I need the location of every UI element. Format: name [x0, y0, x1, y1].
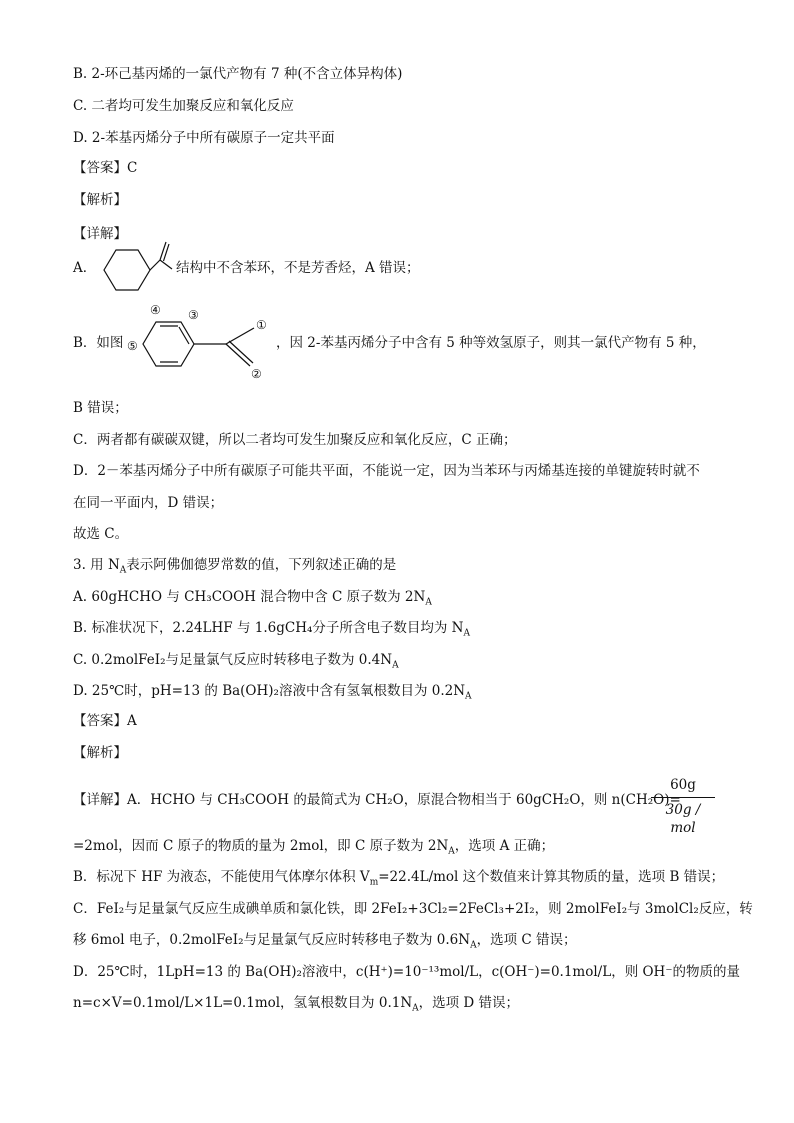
q2-detail-a-prefix: A．	[73, 260, 97, 276]
q3-detail-d-1: D．25℃时，1LpH=13 的 Ba(OH)₂溶液中，c(H⁺)=10⁻¹³mol/L，c(OH⁻)=0.1mol/L，则 OH⁻的物质的量	[73, 964, 740, 980]
sub-a: A	[412, 1003, 419, 1014]
q3-detail-a-1: 【详解】A．HCHO 与 CH₃COOH 的最简式为 CH₂O，原混合物相当于 60gCH₂O，则 n(CH₂O)=	[73, 792, 681, 808]
q3-detail-d-2	[73, 993, 519, 1013]
label-3: ③	[188, 308, 199, 322]
q3-detail-c-2-text: 移 6mol 电子，0.2molFeI₂与足量氯气反应时转移电子数为 0.6N	[73, 932, 471, 948]
q2-detail-b-text: ，因 2-苯基丙烯分子中含有 5 种等效氢原子，则其一氯代产物有 5 种，	[276, 335, 706, 351]
q3-detail-d-2-text: n=c×V=0.1mol/L×1L=0.1mol，氢氧根数目为 0.1N	[73, 995, 413, 1011]
q3-detail-a-2-text: =2mol，因而 C 原子的物质的量为 2mol，即 C 原子数为 2N	[73, 838, 449, 854]
answer-value: A	[127, 713, 137, 729]
answer-value: C	[127, 160, 138, 176]
q3-detail-c-2	[73, 930, 577, 950]
q3-detail-c-1: C．FeI₂与足量氯气反应生成碘单质和氯化铁，即 2FeI₂+3Cl₂=2FeCl₃+2I₂，则 2molFeI₂与 3molCl₂反应，转	[73, 901, 753, 917]
fraction-bar	[651, 797, 715, 798]
q3-stem-sub: A	[119, 565, 127, 576]
q2-option-c: C. 二者均可发生加聚反应和氧化反应	[73, 98, 294, 114]
q3-detail-a-2-tail: ，选项 A 正确；	[454, 838, 555, 854]
q3-stem-post: 表示阿佛伽德罗常数的值，下列叙述正确的是	[126, 557, 397, 573]
q3-stem-pre: 3. 用 N	[73, 557, 120, 573]
q3-option-a	[73, 587, 432, 607]
q3-option-d-text: D. 25℃时，pH=13 的 Ba(OH)₂溶液中含有氢氧根数目为 0.2N	[73, 683, 466, 699]
q3-detail-b-text: B．标况下 HF 为液态，不能使用气体摩尔体积 V	[73, 869, 370, 885]
q3-option-b	[73, 618, 470, 638]
q3-option-c-text: C. 0.2molFeI₂与足量氯气反应时转移电子数为 0.4N	[73, 652, 393, 668]
q3-option-a-text: A. 60gHCHO 与 CH₃COOH 混合物中含 C 原子数为 2N	[73, 589, 426, 605]
q2-detail-b-cont: B 错误；	[73, 400, 128, 416]
q3-option-c	[73, 650, 399, 670]
sub-a: A	[448, 846, 455, 857]
label-1: ①	[256, 318, 267, 332]
fraction-numerator: 60g	[670, 777, 696, 793]
sub-a: A	[463, 628, 470, 639]
q2-detail-c: C．两者都有碳碳双键，所以二者均可发生加聚反应和氧化反应，C 正确；	[73, 432, 517, 448]
q3-detail-a-2	[73, 836, 554, 856]
q3-option-d	[73, 681, 472, 701]
q3-detail-b-tail: =22.4L/mol 这个数值来计算其物质的量，选项 B 错误；	[378, 869, 725, 885]
phenylpropene-structure	[126, 300, 276, 382]
sub-m: m	[369, 877, 379, 888]
q2-option-b: B. 2-环己基丙烯的一氯代产物有 7 种(不含立体异构体)	[73, 66, 403, 82]
label-4: ④	[150, 303, 161, 317]
q2-detail-tag: 【详解】	[73, 226, 127, 242]
q3-detail-d-2-tail: ，选项 D 错误；	[418, 995, 520, 1011]
answer-tag: 【答案】	[73, 713, 127, 729]
answer-tag: 【答案】	[73, 160, 127, 176]
sub-a: A	[392, 660, 399, 671]
cyclohexylpropene-structure	[96, 236, 176, 292]
label-2: ②	[251, 367, 262, 381]
sub-a: A	[470, 940, 477, 951]
q2-conclusion: 故选 C。	[73, 526, 129, 542]
label-5: ⑤	[127, 339, 138, 353]
q2-detail-d-1: D．2－苯基丙烯分子中所有碳原子可能共平面，不能说一定，因为当苯环与丙烯基连接的单键旋转时就不	[73, 463, 700, 479]
q2-answer	[73, 158, 137, 178]
sub-a: A	[425, 597, 432, 608]
q2-option-d: D. 2-苯基丙烯分子中所有碳原子一定共平面	[73, 130, 335, 146]
q3-analysis-tag: 【解析】	[73, 745, 127, 761]
q2-analysis-tag: 【解析】	[73, 192, 127, 208]
sub-a: A	[465, 691, 472, 702]
q3-detail-c-2-tail: ，选项 C 错误；	[476, 932, 577, 948]
fraction	[651, 776, 715, 836]
q2-detail-a-text: 结构中不含苯环，不是芳香烃，A 错误；	[176, 260, 420, 276]
fraction-denominator: 30g / mol	[665, 802, 701, 836]
q3-stem	[73, 555, 396, 575]
q2-detail-d-2: 在同一平面内，D 错误；	[73, 495, 224, 511]
q2-detail-b-prefix: B．如图	[73, 335, 124, 351]
q3-detail-b	[73, 867, 724, 887]
q3-answer	[73, 711, 137, 731]
q3-option-b-text: B. 标准状况下，2.24LHF 与 1.6gCH₄分子所含电子数目均为 N	[73, 620, 464, 636]
